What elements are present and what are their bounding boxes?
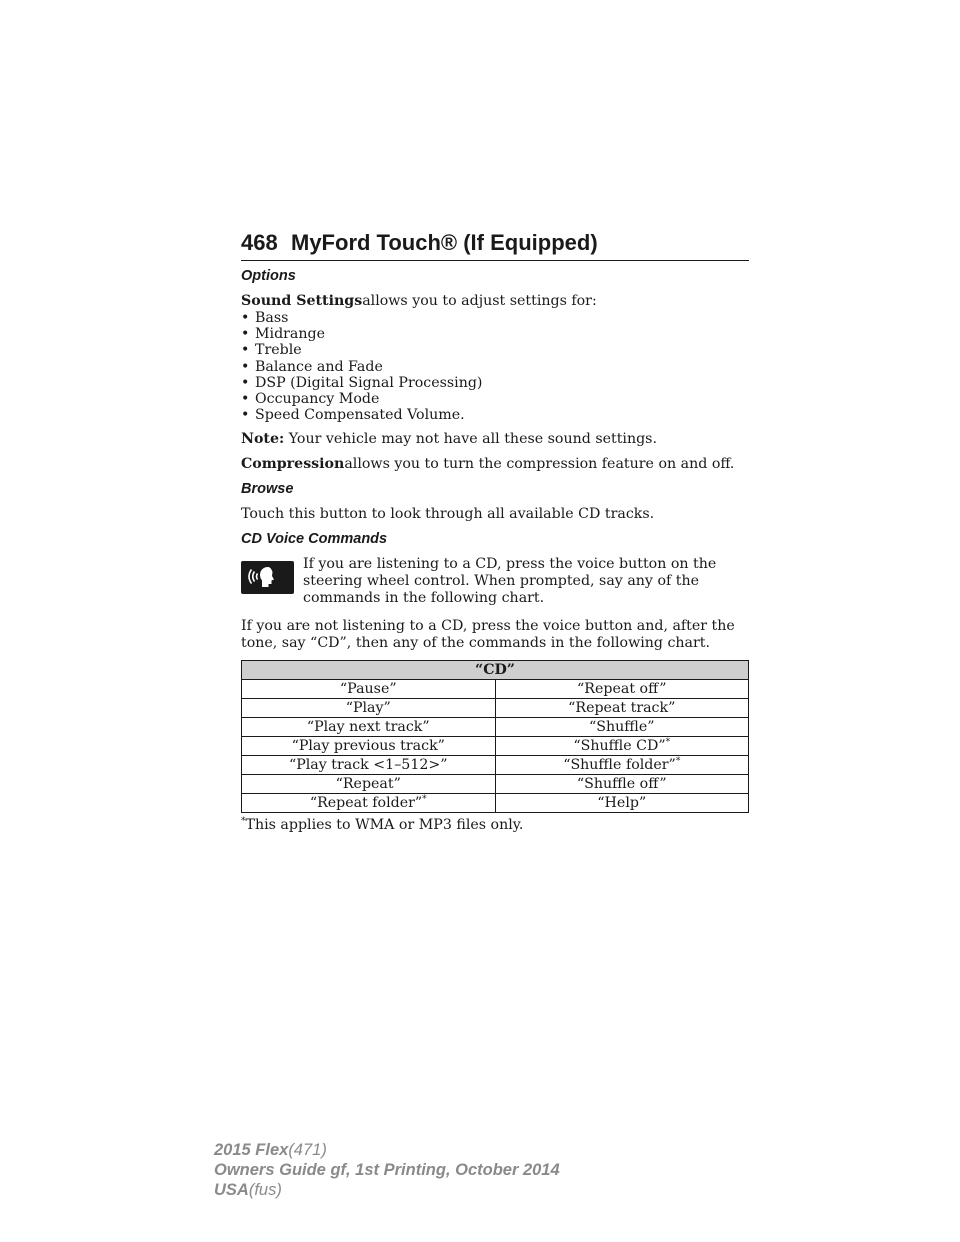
- table-cell: “Shuffle”: [495, 718, 749, 737]
- table-header: “CD”: [242, 661, 749, 680]
- sound-settings-list: [241, 310, 749, 423]
- table-row: [242, 737, 749, 756]
- voice-intro-text: If you are listening to a CD, press the voice button on the steering wheel control. When prompted, say any of the commands in the following chart.: [303, 556, 717, 607]
- table-cell: “Play previous track”: [242, 737, 496, 756]
- table-row: [242, 680, 749, 699]
- table-cell: “Play next track”: [242, 718, 496, 737]
- table-cell: “Pause”: [242, 680, 496, 699]
- footer-market-code: (fus): [248, 1181, 282, 1199]
- section-title: MyFord Touch® (If Equipped): [291, 230, 598, 255]
- list-item: • Occupancy Mode: [241, 391, 749, 407]
- list-item: • Speed Compensated Volume.: [241, 407, 749, 423]
- table-cell: “Shuffle CD”*: [495, 737, 749, 756]
- footnote-marker: *: [422, 794, 427, 805]
- note-text: Your vehicle may not have all these sound settings.: [288, 431, 657, 448]
- footer-market: USA: [214, 1181, 249, 1199]
- table-cell: “Repeat”: [242, 775, 496, 794]
- print-footer: [214, 1140, 560, 1200]
- table-cell: “Shuffle folder”*: [495, 756, 749, 775]
- sound-settings-text: allows you to adjust settings for:: [362, 293, 597, 309]
- list-item: • DSP (Digital Signal Processing): [241, 375, 749, 391]
- list-item: • Balance and Fade: [241, 359, 749, 375]
- list-item: • Treble: [241, 342, 749, 358]
- browse-text: Touch this button to look through all available CD tracks.: [241, 506, 655, 523]
- footnote-marker: *: [675, 756, 681, 767]
- footer-line-1: [214, 1140, 560, 1160]
- footnote-marker: *: [241, 816, 246, 827]
- list-item: • Midrange: [241, 326, 749, 342]
- footnote-text: This applies to WMA or MP3 files only.: [245, 817, 524, 834]
- page-number: 468: [241, 230, 278, 255]
- voice-intro-block: [241, 556, 749, 610]
- sound-settings-paragraph: [241, 293, 749, 310]
- compression-text: allows you to turn the compression feature on and off.: [344, 456, 735, 473]
- footer-page-ref: (471): [288, 1141, 327, 1159]
- table-cell: “Repeat track”: [495, 699, 749, 718]
- table-footnote: [241, 817, 749, 834]
- voice-button-icon: [241, 561, 294, 594]
- cd-voice-text: If you are not listening to a CD, press the voice button and, after the tone, say “CD”, then any of the commands in the following chart.: [241, 618, 735, 652]
- browse-heading: Browse: [241, 481, 294, 498]
- cd-voice-heading: CD Voice Commands: [241, 531, 388, 548]
- footer-model: 2015 Flex: [214, 1141, 289, 1159]
- table-cell: “Shuffle off”: [495, 775, 749, 794]
- table-cell: “Help”: [495, 794, 749, 813]
- list-item: • Bass: [241, 310, 749, 326]
- table-row: [242, 775, 749, 794]
- table-row: [242, 794, 749, 813]
- cd-commands-table: [241, 660, 749, 813]
- compression-paragraph: [241, 456, 749, 473]
- table-cell: “Repeat off”: [495, 680, 749, 699]
- compression-term: Compression: [241, 456, 345, 473]
- page-header: [241, 228, 749, 261]
- table-cell: “Repeat folder”*: [242, 794, 496, 813]
- note-paragraph: [241, 431, 749, 448]
- table-cell: “Play”: [242, 699, 496, 718]
- sound-settings-term: Sound Settings: [241, 293, 363, 309]
- note-term: Note:: [241, 431, 285, 448]
- options-heading: Options: [241, 268, 296, 284]
- table-row: [242, 718, 749, 737]
- table-row: [242, 699, 749, 718]
- footer-line-2: Owners Guide gf, 1st Printing, October 2014: [214, 1161, 560, 1179]
- page-content: [241, 268, 749, 834]
- table-row: [242, 756, 749, 775]
- footer-line-3: [214, 1180, 560, 1200]
- table-cell: “Play track <1–512>”: [242, 756, 496, 775]
- footnote-marker: *: [665, 737, 671, 748]
